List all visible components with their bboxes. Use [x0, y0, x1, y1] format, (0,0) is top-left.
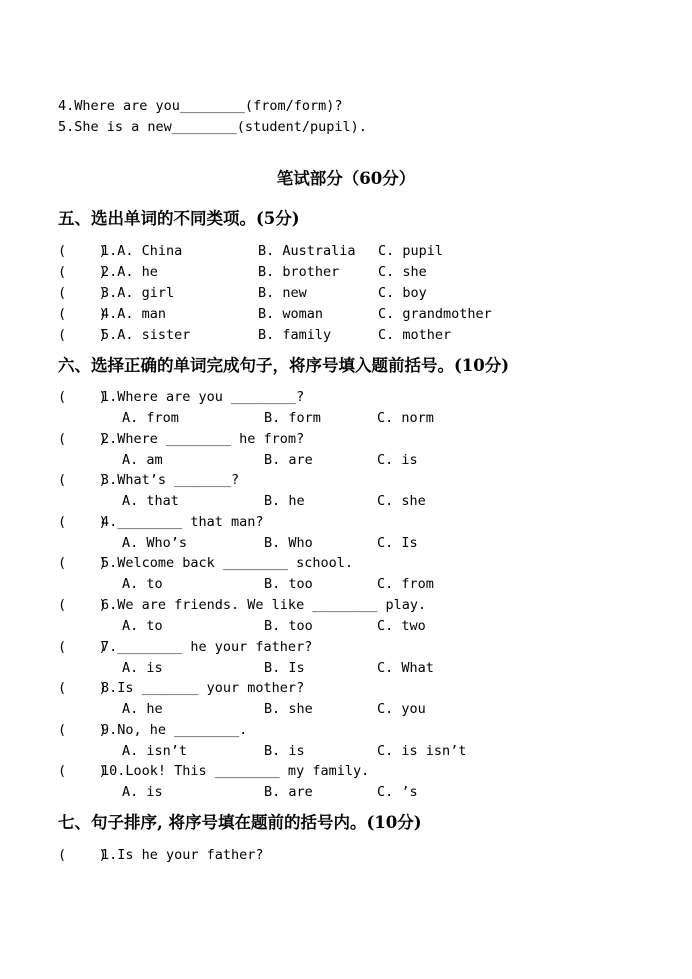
section6-question-row: [58, 596, 658, 614]
section5-row: [58, 242, 658, 260]
answer-bracket[interactable]: ( ): [58, 389, 107, 405]
option-a: A. am: [122, 451, 163, 468]
question-text: 9.No, he ________.: [101, 721, 248, 738]
answer-bracket[interactable]: ( ): [58, 555, 107, 572]
section7-title: 七、句子排序, 将序号填在题前的括号内。(10分): [58, 813, 422, 832]
answer-bracket[interactable]: ( ): [58, 763, 107, 780]
option-c: C. Is: [377, 534, 418, 551]
question-text: 1.Where are you ________?: [101, 389, 305, 405]
answer-bracket[interactable]: ( ): [58, 327, 107, 343]
answer-bracket[interactable]: ( ): [58, 243, 107, 259]
option-a: A. to: [122, 618, 163, 634]
option-a: 2.A. he: [101, 264, 158, 280]
section5-row: [58, 326, 658, 344]
written-section-title: 笔试部分（60分）: [276, 169, 416, 188]
section6-options-row: [58, 575, 658, 593]
answer-bracket[interactable]: ( ): [58, 285, 107, 301]
option-c: C. is isn’t: [377, 742, 467, 759]
question-text: 5.Welcome back ________ school.: [101, 555, 353, 572]
option-b: B. brother: [258, 264, 340, 280]
section6-question-row: [58, 638, 658, 656]
answer-bracket[interactable]: ( ): [58, 680, 107, 697]
section6-options-row: [58, 783, 658, 801]
option-c: C. pupil: [378, 243, 444, 259]
section6-question-row: [58, 762, 658, 780]
option-b: B. too: [264, 576, 313, 593]
option-c: C. two: [377, 618, 426, 634]
option-b: B. form: [264, 410, 321, 426]
question-text: 8.Is _______ your mother?: [101, 680, 305, 697]
question-text: 2.Where ________ he from?: [101, 430, 305, 447]
option-a: 3.A. girl: [101, 285, 175, 301]
section6-question-row: [58, 721, 658, 739]
option-c: C. you: [377, 701, 426, 718]
section5-title: 五、选出单词的不同类项。(5分): [58, 209, 300, 228]
option-b: B. are: [264, 451, 313, 468]
option-a: A. that: [122, 493, 179, 510]
section6-options-row: [58, 409, 658, 427]
sentence-text: 1.Is he your father?: [101, 847, 264, 863]
option-b: B. family: [258, 327, 332, 343]
answer-bracket[interactable]: ( ): [58, 306, 107, 322]
option-b: B. new: [258, 285, 307, 301]
option-c: C. grandmother: [378, 306, 492, 322]
question-text: 6.We are friends. We like ________ play.: [101, 597, 427, 613]
option-a: A. Who’s: [122, 534, 188, 551]
answer-bracket[interactable]: ( ): [58, 597, 107, 613]
option-c: C. norm: [377, 410, 434, 426]
section6-options-row: [58, 492, 658, 510]
section6-question-row: [58, 679, 658, 697]
section6-question-row: [58, 430, 658, 448]
section6-question-row: [58, 388, 658, 406]
option-c: C. What: [377, 659, 434, 676]
option-c: C. she: [378, 264, 427, 280]
answer-bracket[interactable]: ( ): [58, 472, 107, 489]
option-a: 4.A. man: [101, 306, 167, 322]
section6-question-row: [58, 513, 658, 531]
section6-options-row: [58, 659, 658, 677]
section5-row: [58, 284, 658, 302]
answer-bracket[interactable]: ( ): [58, 847, 107, 863]
option-c: C. she: [377, 493, 426, 510]
question-text: 4.________ that man?: [101, 513, 264, 530]
option-b: B. she: [264, 701, 313, 718]
section6-options-row: [58, 700, 658, 718]
option-b: B. Is: [264, 659, 305, 676]
option-b: B. Who: [264, 534, 313, 551]
answer-bracket[interactable]: ( ): [58, 513, 107, 530]
section6-question-row: [58, 554, 658, 572]
option-b: B. Australia: [258, 243, 356, 259]
option-a: A. isn’t: [122, 742, 188, 759]
option-c: C. boy: [378, 285, 427, 301]
section5-row: [58, 263, 658, 281]
option-a: 1.A. China: [101, 243, 183, 259]
option-a: 5.A. sister: [101, 327, 191, 343]
question-text: 3.What’s _______?: [101, 472, 240, 489]
section6-question-row: [58, 471, 658, 489]
option-b: B. woman: [258, 306, 324, 322]
option-a: A. to: [122, 576, 163, 593]
option-a: A. from: [122, 410, 179, 426]
section6-title: 六、选择正确的单词完成句子，将序号填入题前括号。(10分): [58, 356, 510, 375]
answer-bracket[interactable]: ( ): [58, 264, 107, 280]
answer-bracket[interactable]: ( ): [58, 430, 107, 447]
section6-options-row: [58, 451, 658, 469]
option-b: B. too: [264, 618, 313, 634]
option-a: A. he: [122, 701, 163, 718]
option-a: A. is: [122, 784, 163, 801]
option-b: B. is: [264, 742, 305, 759]
question-text: 10.Look! This ________ my family.: [101, 763, 370, 780]
option-c: C. is: [377, 451, 418, 468]
option-c: C. ’s: [377, 784, 418, 801]
answer-bracket[interactable]: ( ): [58, 721, 107, 738]
option-a: A. is: [122, 659, 163, 676]
section6-options-row: [58, 617, 658, 635]
section7-row: [58, 846, 658, 864]
top-item-4: 4.Where are you________(from/form)?: [58, 98, 343, 114]
section5-row: [58, 305, 658, 323]
top-item-5: 5.She is a new________(student/pupil).: [58, 119, 367, 135]
option-c: C. from: [377, 576, 434, 593]
option-c: C. mother: [378, 327, 452, 343]
option-b: B. he: [264, 493, 305, 510]
section6-options-row: [58, 742, 658, 760]
section6-options-row: [58, 534, 658, 552]
question-text: 7.________ he your father?: [101, 638, 313, 655]
option-b: B. are: [264, 784, 313, 801]
answer-bracket[interactable]: ( ): [58, 638, 107, 655]
